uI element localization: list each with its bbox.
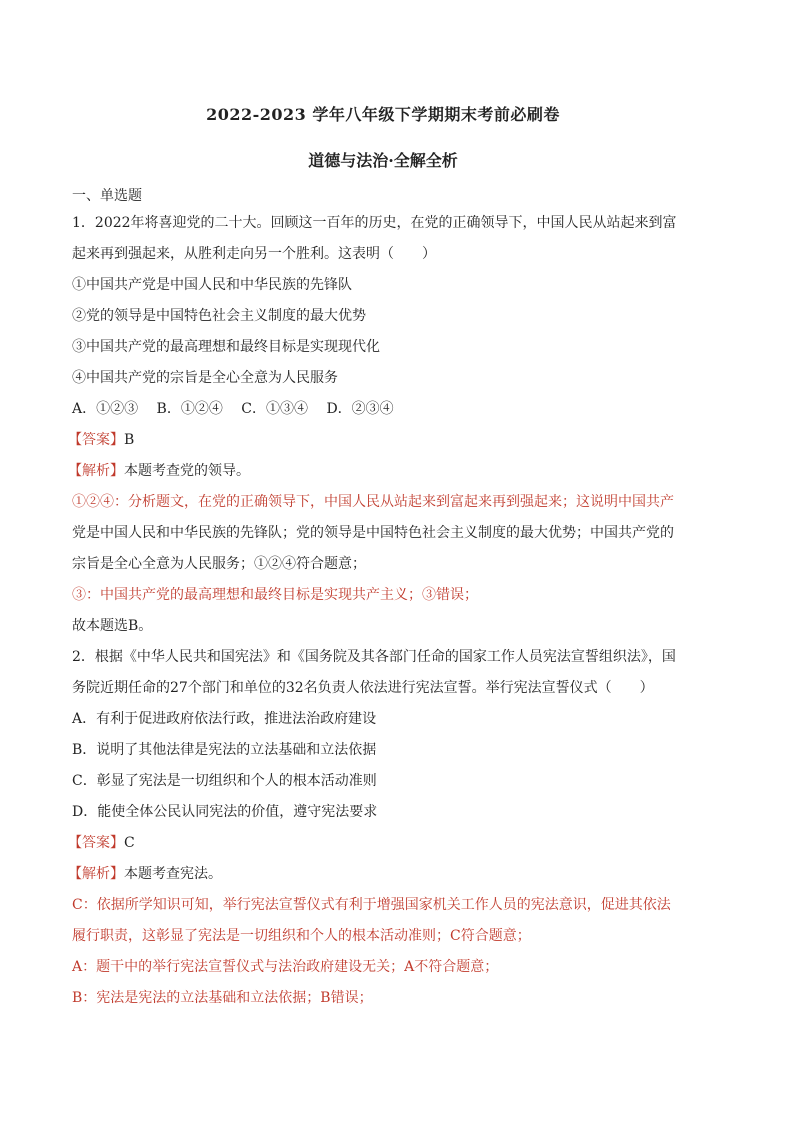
question-1 xyxy=(68,208,694,642)
question-2-option-a: A．有利于促进政府依法行政，推进法治政府建设 xyxy=(72,711,377,727)
analysis-tag: 【解析】 xyxy=(68,463,124,479)
answer-tag: 【答案】 xyxy=(68,432,124,448)
question-2-option-b: B．说明了其他法律是宪法的立法基础和立法依据 xyxy=(72,742,377,758)
analysis-intro-text: 本题考查党的领导。 xyxy=(124,463,250,479)
question-2-option-c: C．彰显了宪法是一切组织和个人的根本活动准则 xyxy=(72,773,377,789)
question-2-stem-line-2: 务院近期任命的27个部门和单位的32名负责人依法进行宪法宣誓。举行宪法宣誓仪式（ ） xyxy=(72,680,654,696)
answer-tag: 【答案】 xyxy=(68,835,124,851)
analysis-tag: 【解析】 xyxy=(68,866,124,882)
question-2-answer xyxy=(68,828,694,859)
question-1-statement-4: ④中国共产党的宗旨是全心全意为人民服务 xyxy=(72,370,338,386)
question-1-analysis-line-4: ③：中国共产党的最高理想和最终目标是实现共产主义；③错误； xyxy=(72,587,478,603)
question-2-analysis-line-2: 履行职责，这彰显了宪法是一切组织和个人的根本活动准则；C符合题意； xyxy=(72,928,531,944)
question-2-analysis-line-4: B：宪法是宪法的立法基础和立法依据；B错误； xyxy=(72,990,373,1006)
question-1-options: A．①②③ B．①②④ C．①③④ D．②③④ xyxy=(72,401,394,417)
section-heading: 一、单选题 xyxy=(72,188,142,204)
question-2-stem-line-1: 2．根据《中华人民共和国宪法》和《国务院及其各部门任命的国家工作人员宪法宣誓组织法》，国 xyxy=(72,649,676,665)
question-1-answer xyxy=(68,425,694,456)
question-1-statement-2: ②党的领导是中国特色社会主义制度的最大优势 xyxy=(72,308,366,324)
question-1-analysis-line-1: ①②④：分析题文，在党的正确领导下，中国人民从站起来到富起来再到强起来；这说明中国共产 xyxy=(72,494,674,510)
question-2-option-d: D．能使全体公民认同宪法的价值，遵守宪法要求 xyxy=(72,804,378,820)
page-title: 2022-2023 学年八年级下学期期末考前必刷卷 xyxy=(206,105,560,124)
question-2-analysis-intro xyxy=(68,859,694,890)
answer-value: B xyxy=(124,432,135,448)
question-1-conclusion: 故本题选B。 xyxy=(72,618,153,634)
analysis-intro-text: 本题考查宪法。 xyxy=(124,866,222,882)
question-1-stem-line-2: 起来再到强起来，从胜利走向另一个胜利。这表明（ ） xyxy=(72,246,436,262)
answer-value: C xyxy=(124,835,135,851)
question-2 xyxy=(68,642,694,1014)
question-1-analysis-line-3: 宗旨是全心全意为人民服务；①②④符合题意； xyxy=(72,556,366,572)
question-1-statement-3: ③中国共产党的最高理想和最终目标是实现现代化 xyxy=(72,339,380,355)
question-1-analysis-line-2: 党是中国人民和中华民族的先锋队；党的领导是中国特色社会主义制度的最大优势；中国共产党的 xyxy=(72,525,674,541)
question-1-stem-line-1: 1．2022年将喜迎党的二十大。回顾这一百年的历史，在党的正确领导下，中国人民从站起来到富 xyxy=(72,215,677,231)
question-2-analysis-line-3: A：题干中的举行宪法宣誓仪式与法治政府建设无关；A不符合题意； xyxy=(72,959,499,975)
question-1-analysis-intro xyxy=(68,456,694,487)
question-2-analysis-line-1: C：依据所学知识可知，举行宪法宣誓仪式有利于增强国家机关工作人员的宪法意识，促进其依法 xyxy=(72,897,671,913)
page-subtitle: 道德与法治·全解全析 xyxy=(308,151,458,170)
question-1-statement-1: ①中国共产党是中国人民和中华民族的先锋队 xyxy=(72,277,352,293)
